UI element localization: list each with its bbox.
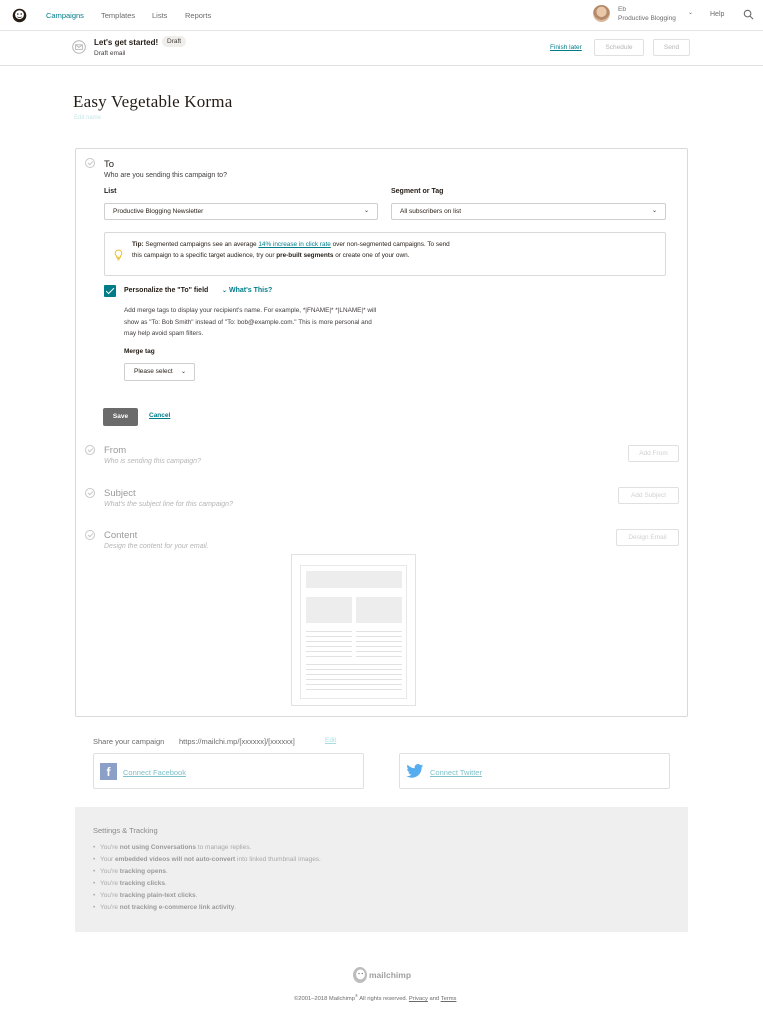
setting-bold: not using Conversations bbox=[119, 844, 196, 851]
schedule-button[interactable]: Schedule bbox=[594, 39, 644, 56]
chevron-down-icon: ⌄ bbox=[651, 208, 657, 214]
copyright-text: ©2001–2018 Mailchimp bbox=[294, 995, 355, 1002]
template-text-line bbox=[306, 669, 402, 670]
add-from-button[interactable]: Add From bbox=[628, 445, 679, 462]
help-link[interactable]: Help bbox=[710, 11, 725, 18]
setting-pre: You're bbox=[100, 868, 120, 875]
list-item bbox=[93, 856, 321, 868]
nav-templates[interactable]: Templates bbox=[101, 11, 136, 20]
mailchimp-logo-icon bbox=[352, 966, 368, 984]
top-nav bbox=[0, 0, 763, 31]
nav-reports[interactable]: Reports bbox=[185, 11, 212, 20]
setting-bold: tracking plain-text clicks bbox=[119, 892, 196, 899]
subject-subtitle: What's the subject line for this campaign? bbox=[104, 501, 233, 508]
whats-this-toggle[interactable] bbox=[222, 287, 272, 294]
email-template-thumbnail bbox=[300, 565, 407, 699]
share-url: https://mailchi.mp/[xxxxxx]/[xxxxxx] bbox=[179, 737, 295, 746]
tip-text-1: Segmented campaigns see an average bbox=[145, 241, 257, 248]
merge-tag-help: Add merge tags to display your recipient's name. For example, *|FNAME|* *|LNAME|* will show as "To: Bob Smith" instead of "To: bob@example.com." This is more personal and may help avoid spam filters. bbox=[124, 307, 377, 337]
setting-pre: You're bbox=[100, 904, 120, 911]
terms-link[interactable]: Terms bbox=[440, 995, 457, 1002]
template-text-line bbox=[306, 636, 352, 637]
edit-name-link[interactable]: Edit name bbox=[74, 115, 102, 121]
tip-text-2: over non-segmented campaigns. To send this campaign to a specific target audience, try our bbox=[132, 241, 450, 259]
check-circle-icon bbox=[85, 530, 95, 540]
send-button[interactable]: Send bbox=[653, 39, 690, 56]
whats-this-label: What's This? bbox=[228, 287, 273, 294]
segment-label: Segment or Tag bbox=[391, 188, 444, 195]
share-label: Share your campaign bbox=[93, 737, 165, 746]
footer-brand: mailchimp bbox=[369, 970, 412, 980]
setting-pre: You're bbox=[100, 892, 120, 899]
template-text-line bbox=[306, 684, 402, 685]
segment-select-value: All subscribers on list bbox=[400, 208, 462, 215]
setting-bold: tracking opens bbox=[119, 868, 167, 875]
rights-text: All rights reserved. bbox=[357, 995, 409, 1002]
tip-box bbox=[104, 232, 666, 276]
draft-bar bbox=[0, 31, 763, 66]
setting-post: to manage replies. bbox=[196, 844, 252, 851]
chevron-down-icon: ⌄ bbox=[363, 208, 369, 214]
connect-twitter-card[interactable] bbox=[399, 753, 670, 789]
email-draft-icon bbox=[72, 40, 86, 54]
template-text-line bbox=[356, 656, 402, 657]
merge-tag-select[interactable] bbox=[124, 363, 195, 381]
template-text-line bbox=[356, 651, 402, 652]
template-text-line bbox=[306, 674, 402, 675]
template-text-line bbox=[306, 641, 352, 642]
facebook-icon: f bbox=[100, 763, 117, 780]
tip-text bbox=[132, 240, 452, 261]
list-item bbox=[93, 880, 321, 892]
from-subtitle: Who is sending this campaign? bbox=[104, 458, 201, 465]
user-name[interactable]: Eb bbox=[618, 6, 626, 13]
check-circle-icon bbox=[85, 158, 95, 168]
content-title: Content bbox=[104, 530, 138, 541]
template-image-block bbox=[306, 597, 352, 623]
merge-tag-label: Merge tag bbox=[124, 348, 155, 355]
page-title: Easy Vegetable Korma bbox=[73, 92, 233, 111]
status-badge: Draft bbox=[162, 36, 186, 47]
content-subtitle: Design the content for your email. bbox=[104, 543, 209, 550]
setting-post: . bbox=[166, 868, 168, 875]
nav-lists[interactable]: Lists bbox=[152, 11, 168, 20]
cancel-button[interactable]: Cancel bbox=[149, 412, 171, 419]
chevron-down-icon: ⌄ bbox=[222, 288, 228, 294]
draft-title: Let's get started! bbox=[94, 38, 159, 47]
chevron-down-icon: ⌄ bbox=[180, 369, 186, 375]
list-item bbox=[93, 868, 321, 880]
check-circle-icon bbox=[85, 445, 95, 455]
setting-pre: You're bbox=[100, 844, 120, 851]
personalize-checkbox[interactable] bbox=[104, 285, 116, 297]
template-text-line bbox=[356, 641, 402, 642]
setting-post: . bbox=[195, 892, 198, 899]
edit-url-link[interactable]: Edit bbox=[325, 737, 337, 744]
finish-later-link[interactable]: Finish later bbox=[550, 44, 582, 51]
search-icon[interactable] bbox=[743, 9, 754, 20]
lightbulb-icon bbox=[114, 249, 123, 261]
setting-post: into linked thumbnail images. bbox=[235, 856, 321, 863]
design-email-button[interactable]: Design Email bbox=[616, 529, 679, 546]
setting-pre: You're bbox=[100, 880, 120, 887]
and-text: and bbox=[427, 995, 441, 1002]
mailchimp-logo-icon[interactable] bbox=[11, 7, 28, 24]
template-text-line bbox=[356, 631, 402, 632]
tip-bold: Tip: bbox=[132, 241, 144, 248]
user-org[interactable]: Productive Blogging bbox=[618, 15, 676, 22]
settings-list bbox=[93, 844, 321, 916]
from-title: From bbox=[104, 445, 127, 456]
setting-bold: embedded videos will not auto-convert bbox=[114, 856, 236, 863]
list-select[interactable] bbox=[104, 203, 378, 220]
segment-select[interactable] bbox=[391, 203, 666, 220]
footer-logo[interactable] bbox=[352, 965, 414, 985]
template-text-line bbox=[356, 646, 402, 647]
setting-bold: not tracking e-commerce link activity bbox=[119, 904, 235, 911]
template-header-block bbox=[306, 571, 402, 588]
connect-facebook-link[interactable]: Connect Facebook bbox=[123, 768, 186, 777]
nav-campaigns[interactable]: Campaigns bbox=[46, 11, 84, 20]
list-label: List bbox=[104, 188, 117, 195]
check-circle-icon bbox=[85, 488, 95, 498]
template-text-line bbox=[306, 664, 402, 665]
setting-post: . bbox=[164, 880, 167, 887]
template-text-line bbox=[306, 656, 352, 657]
template-text-line bbox=[306, 651, 352, 652]
pre-built-segments-link[interactable]: pre-built segments bbox=[276, 251, 334, 259]
setting-pre: Your bbox=[100, 856, 115, 863]
footer-copyright bbox=[294, 993, 456, 1002]
template-text-line bbox=[306, 646, 352, 647]
template-text-line bbox=[306, 689, 402, 690]
merge-tag-value: Please select bbox=[134, 368, 173, 375]
email-design-preview[interactable] bbox=[291, 554, 416, 706]
setting-bold: tracking clicks bbox=[119, 880, 165, 887]
connect-twitter-link[interactable]: Connect Twitter bbox=[430, 768, 482, 777]
list-item bbox=[93, 844, 321, 856]
click-rate-link[interactable]: 14% increase in click rate bbox=[258, 241, 331, 248]
subject-title: Subject bbox=[104, 488, 136, 499]
connect-facebook-card[interactable] bbox=[93, 753, 364, 789]
save-button[interactable]: Save bbox=[103, 408, 138, 426]
list-item bbox=[93, 892, 321, 904]
trademark-mark: ® bbox=[355, 993, 358, 998]
template-text-line bbox=[306, 631, 352, 632]
to-subtitle: Who are you sending this campaign to? bbox=[104, 172, 227, 179]
personalize-label[interactable]: Personalize the "To" field bbox=[124, 287, 209, 294]
setting-post: . bbox=[234, 904, 237, 911]
to-title: To bbox=[104, 159, 115, 170]
privacy-link[interactable]: Privacy bbox=[408, 995, 428, 1002]
settings-tracking-panel bbox=[75, 807, 688, 932]
template-text-line bbox=[306, 679, 402, 680]
template-text-line bbox=[356, 636, 402, 637]
avatar[interactable] bbox=[593, 5, 610, 22]
tip-text-3: or create one of your own. bbox=[335, 251, 410, 259]
twitter-icon bbox=[406, 764, 424, 779]
template-image-block bbox=[356, 597, 402, 623]
list-select-value: Productive Blogging Newsletter bbox=[113, 208, 204, 215]
draft-subtitle: Draft email bbox=[94, 50, 126, 57]
list-item bbox=[93, 904, 321, 916]
chevron-down-icon[interactable]: ⌄ bbox=[688, 10, 694, 16]
add-subject-button[interactable]: Add Subject bbox=[618, 487, 679, 504]
settings-title: Settings & Tracking bbox=[93, 826, 158, 835]
